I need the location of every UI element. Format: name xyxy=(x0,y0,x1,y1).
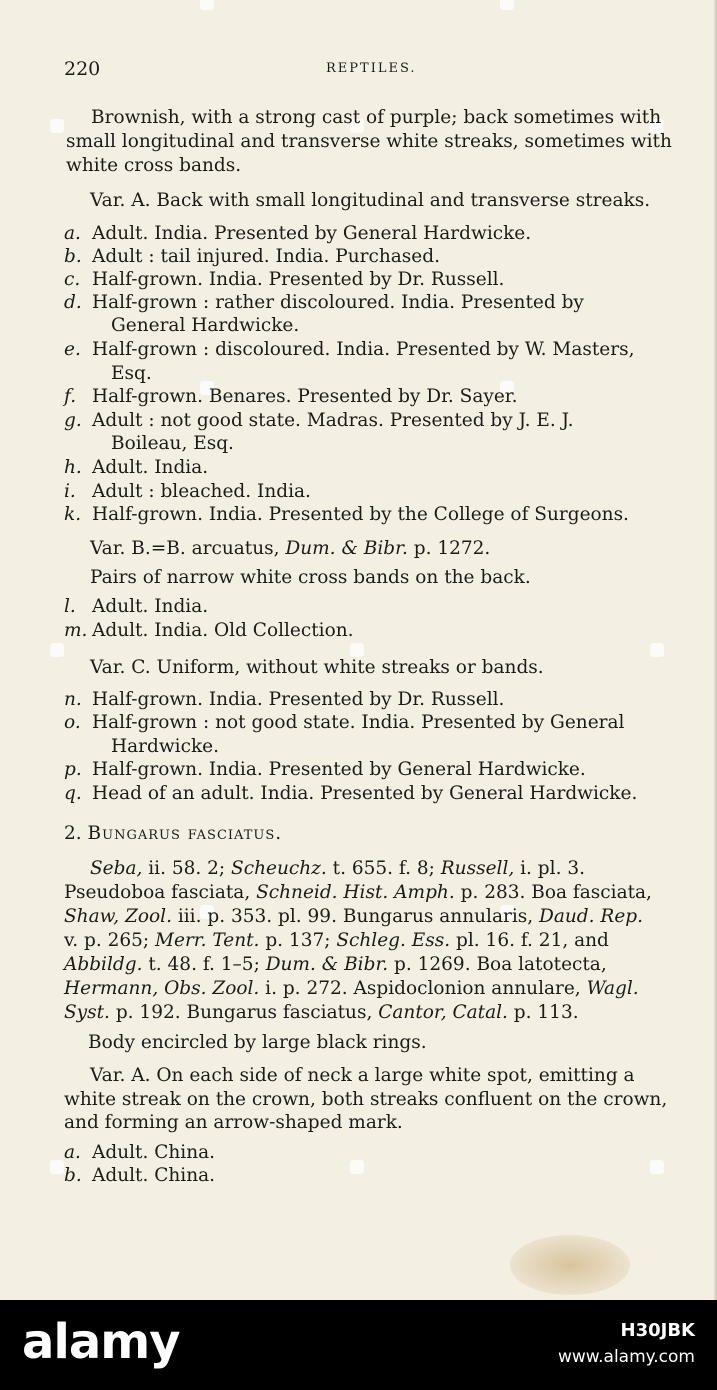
citation-author: Daud. Rep. xyxy=(539,906,643,927)
specimen-entry xyxy=(0,409,717,433)
citation-author: Schneid. Hist. Amph. xyxy=(256,882,455,903)
alamy-logo: alamy xyxy=(22,1314,180,1370)
citation-text: Pseudoboa fasciata, xyxy=(64,882,257,903)
specimen-entry xyxy=(0,503,717,527)
specimen-label: b. xyxy=(64,246,82,267)
stock-footer-bar xyxy=(0,1300,717,1390)
specimen-continuation: General Hardwicke. xyxy=(111,315,300,336)
specimen-entry xyxy=(0,1141,717,1165)
citation-text: t. 48. f. 1–5; xyxy=(142,954,266,975)
specimen-entry xyxy=(0,1164,717,1188)
specimen-text: Adult. India. Old Collection. xyxy=(92,620,354,641)
specimen-label: a. xyxy=(64,1142,81,1163)
specimen-text: Half-grown. India. Presented by Dr. Russell. xyxy=(92,689,505,710)
synonymy-line xyxy=(0,857,717,881)
variety-heading: and forming an arrow-shaped mark. xyxy=(64,1112,403,1133)
specimen-entry xyxy=(0,782,717,806)
specimen-label: g. xyxy=(64,410,82,431)
species-description: Body encircled by large black rings. xyxy=(88,1032,427,1053)
watermark-mark xyxy=(350,643,364,657)
image-id: H30JBK xyxy=(620,1320,695,1341)
variety-heading xyxy=(0,537,717,561)
citation-text: p. 113. xyxy=(507,1002,579,1023)
specimen-entry xyxy=(0,222,717,246)
watermark-mark xyxy=(500,0,514,10)
citation-author: Merr. Tent. xyxy=(155,930,260,951)
citation-author: Cantor, Catal. xyxy=(378,1002,508,1023)
specimen-label: h. xyxy=(64,457,82,478)
citation-text: p. 283. Boa fasciata, xyxy=(454,882,652,903)
specimen-continuation: Esq. xyxy=(111,363,152,384)
specimen-text: Half-grown. Benares. Presented by Dr. Sayer. xyxy=(92,386,518,407)
specimen-text: Half-grown. India. Presented by General Hardwicke. xyxy=(92,759,586,780)
specimen-label: m. xyxy=(64,620,88,641)
specimen-label: l. xyxy=(64,596,76,617)
specimen-entry xyxy=(0,456,717,480)
site-url: www.alamy.com xyxy=(557,1347,695,1367)
specimen-entry xyxy=(0,711,717,735)
species-heading xyxy=(0,822,717,846)
running-head: REPTILES. xyxy=(326,61,417,76)
citation-text: i. pl. 3. xyxy=(514,858,585,879)
specimen-label: n. xyxy=(64,689,82,710)
citation-text: t. 655. f. 8; xyxy=(326,858,441,879)
specimen-text: Half-grown. India. Presented by Dr. Russell. xyxy=(92,269,505,290)
watermark-mark xyxy=(200,0,214,10)
intro-line: Brownish, with a strong cast of purple; back sometimes with xyxy=(91,107,662,128)
specimen-label: f. xyxy=(64,386,77,407)
specimen-entry xyxy=(0,688,717,712)
specimen-entry xyxy=(0,758,717,782)
citation-text: p. 1269. Boa latotecta, xyxy=(388,954,607,975)
citation-author: Seba, xyxy=(90,858,143,879)
specimen-entry xyxy=(0,291,717,315)
specimen-text: Adult. India. xyxy=(92,457,209,478)
synonymy-line xyxy=(0,953,717,977)
specimen-text: Adult. China. xyxy=(92,1142,216,1163)
watermark-mark xyxy=(650,643,664,657)
specimen-text: Adult. China. xyxy=(92,1165,216,1186)
specimen-label: o. xyxy=(64,712,81,733)
specimen-text: Half-grown : not good state. India. Presented by General xyxy=(92,712,625,733)
specimen-text: Adult : bleached. India. xyxy=(92,481,311,502)
citation-author: Schleg. Ess. xyxy=(336,930,451,951)
specimen-text: Half-grown : discoloured. India. Presented by W. Masters, xyxy=(92,339,635,360)
variety-description: Pairs of narrow white cross bands on the back. xyxy=(90,567,531,588)
specimen-label: k. xyxy=(64,504,82,525)
citation-text: iii. p. 353. pl. 99. Bungarus annularis, xyxy=(171,906,540,927)
synonymy-line xyxy=(0,881,717,905)
citation-text: p. 192. Bungarus fasciatus, xyxy=(109,1002,379,1023)
watermark-mark xyxy=(50,643,64,657)
specimen-label: p. xyxy=(64,759,82,780)
specimen-text: Half-grown : rather discoloured. India. Presented by xyxy=(92,292,584,313)
specimen-text: Adult : tail injured. India. Purchased. xyxy=(92,246,440,267)
specimen-continuation: Boileau, Esq. xyxy=(111,433,234,454)
specimen-text: Adult : not good state. Madras. Presented by J. E. J. xyxy=(92,410,574,431)
variety-heading: Var. A. On each side of neck a large white spot, emitting a xyxy=(90,1065,635,1086)
citation-text: pl. 16. f. 21, and xyxy=(450,930,609,951)
authority-citation: Dum. & Bibr. xyxy=(285,538,408,559)
specimen-continuation: Hardwicke. xyxy=(111,736,220,757)
citation-author: Abbildg. xyxy=(64,954,143,975)
specimen-entry xyxy=(0,245,717,269)
variety-heading: Var. A. Back with small longitudinal and transverse streaks. xyxy=(90,190,651,211)
synonymy-line xyxy=(0,977,717,1001)
specimen-text: Adult. India. xyxy=(92,596,209,617)
citation-author: Russell, xyxy=(440,858,515,879)
citation-author: Shaw, Zool. xyxy=(64,906,172,927)
specimen-text: Adult. India. Presented by General Hardwicke. xyxy=(92,223,532,244)
specimen-label: a. xyxy=(64,223,81,244)
variety-heading: Var. C. Uniform, without white streaks or bands. xyxy=(90,657,544,678)
specimen-label: e. xyxy=(64,339,81,360)
citation-author: Scheuchz. xyxy=(231,858,327,879)
specimen-entry xyxy=(0,480,717,504)
page-number: 220 xyxy=(64,58,101,80)
specimen-label: q. xyxy=(64,783,82,804)
citation-text: v. p. 265; xyxy=(64,930,156,951)
citation-author: Hermann, Obs. Zool. xyxy=(64,978,260,999)
synonymy-line xyxy=(0,1001,717,1025)
specimen-label: c. xyxy=(64,269,81,290)
specimen-label: i. xyxy=(64,481,76,502)
specimen-label: b. xyxy=(64,1165,82,1186)
citation-text: ii. 58. 2; xyxy=(142,858,232,879)
synonymy-line xyxy=(0,905,717,929)
page-header xyxy=(0,58,717,84)
variety-heading: white streak on the crown, both streaks confluent on the crown, xyxy=(64,1089,668,1110)
citation-author: Wagl. xyxy=(586,978,639,999)
heading-text: p. 1272. xyxy=(407,538,491,559)
heading-text: Var. B.=B. arcuatus, xyxy=(90,538,286,559)
specimen-entry xyxy=(0,385,717,409)
citation-text: p. 137; xyxy=(259,930,337,951)
paper-stain xyxy=(510,1235,630,1295)
specimen-text: Half-grown. India. Presented by the College of Surgeons. xyxy=(92,504,629,525)
specimen-label: d. xyxy=(64,292,82,313)
specimen-entry xyxy=(0,619,717,643)
specimen-entry xyxy=(0,268,717,292)
citation-author: Dum. & Bibr. xyxy=(265,954,389,975)
specimen-text: Head of an adult. India. Presented by General Hardwicke. xyxy=(92,783,638,804)
citation-author: Syst. xyxy=(64,1002,110,1023)
specimen-entry xyxy=(0,338,717,362)
species-number: 2. xyxy=(64,823,82,844)
intro-line: white cross bands. xyxy=(66,155,242,176)
synonymy-line xyxy=(0,929,717,953)
species-name: Bungarus fasciatus. xyxy=(87,823,283,844)
intro-line: small longitudinal and transverse white streaks, sometimes with xyxy=(66,131,672,152)
specimen-entry xyxy=(0,595,717,619)
citation-text: i. p. 272. Aspidoclonion annulare, xyxy=(259,978,587,999)
